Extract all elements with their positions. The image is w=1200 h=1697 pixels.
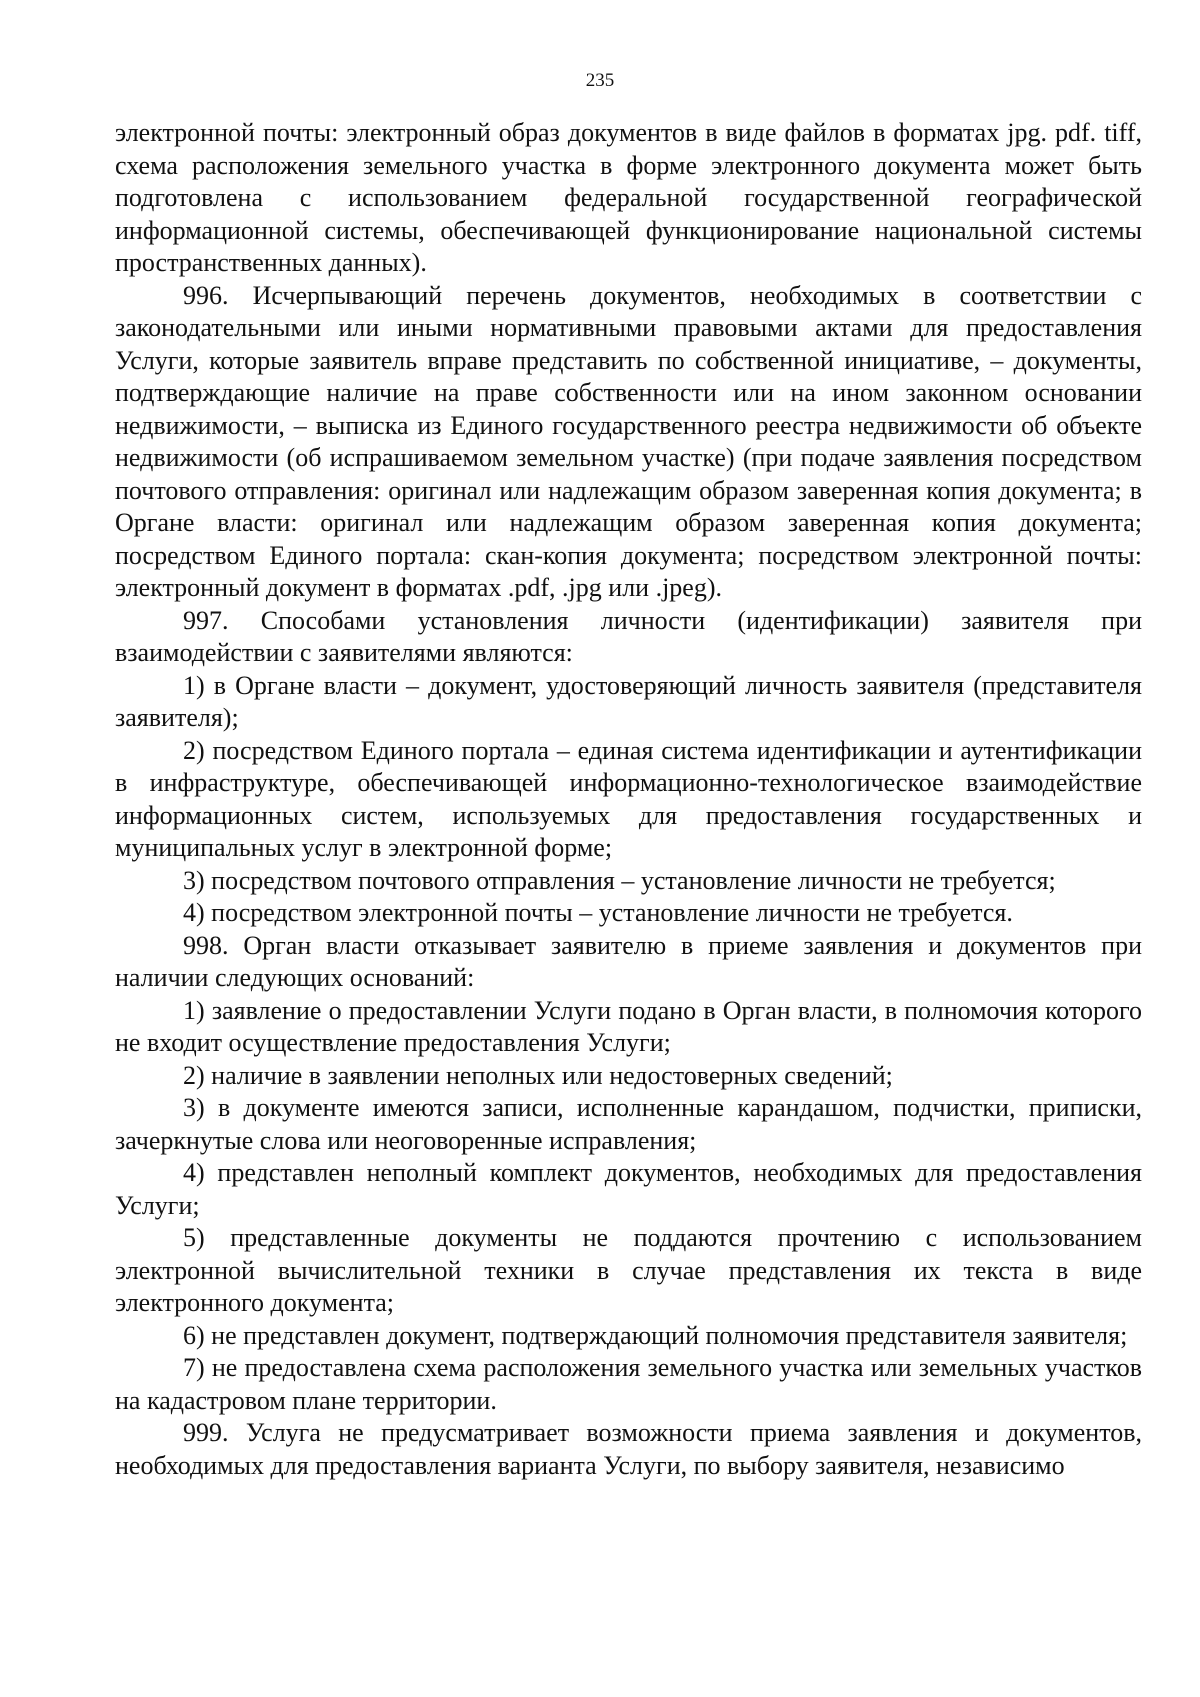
list-item-998-6 (115, 1320, 1142, 1353)
list-item-997-4 (115, 897, 1142, 930)
paragraph-number: 999. (183, 1418, 229, 1447)
list-item-text: посредством электронной почты – установление личности не требуется. (211, 898, 1013, 927)
list-item-number: 2) (183, 735, 205, 765)
list-item-text: наличие в заявлении неполных или недостоверных сведений; (211, 1060, 893, 1090)
paragraph-996 (115, 280, 1142, 605)
paragraph-text: Исчерпывающий перечень документов, необходимых в соответствии с законодательными или иными нормативными правовыми актами для предоставления Услуги, которые заявитель вправе представить по собственной инициативе, – документы, подтверждающие наличие на праве собственности или на ином законном основании недвижимости, – выписка из Единого государственного реестра недвижимости об объекте недвижимости (об испрашиваемом земельном участке) (при подаче заявления посредством почтового отправления: оригинал или надлежащим образом заверенная копия документа; в Органе власти: оригинал или надлежащим образом заверенная копия документа; посредством Единого портала: скан-копия документа; посредством электронной почты: электронный документ в форматах .pdf, .jpg или .jpeg). (115, 280, 1143, 602)
list-item-998-4 (115, 1157, 1142, 1222)
paragraph-continuation (115, 117, 1142, 280)
list-item-number: 6) (183, 1320, 205, 1350)
paragraph-998 (115, 930, 1142, 995)
paragraph-number: 998. (183, 930, 229, 960)
page-number: 235 (585, 70, 615, 91)
list-item-number: 5) (183, 1223, 205, 1252)
list-item-997-1 (115, 670, 1142, 735)
list-item-number: 1) (183, 995, 205, 1025)
list-item-998-2 (115, 1060, 1142, 1093)
paragraph-text: электронной почты: электронный образ документов в виде файлов в форматах jpg. pdf. tiff, схема расположения земельного участка в форме электронного документа может быть подготовлена с использованием федеральной государственной географической информационной системы, обеспечивающей функционирование национальной системы пространственных данных). (115, 118, 1142, 277)
paragraph-text: Орган власти отказывает заявителю в приеме заявления и документов при наличии следующих оснований: (115, 930, 1142, 992)
paragraph-number: 996. (183, 280, 229, 310)
list-item-997-3 (115, 865, 1142, 898)
list-item-number: 3) (183, 1093, 205, 1122)
list-item-number: 2) (183, 1060, 205, 1090)
list-item-number: 1) (183, 670, 205, 700)
list-item-number: 4) (183, 1158, 205, 1187)
paragraph-text: Услуга не предусматривает возможности приема заявления и документов, необходимых для предоставления варианта Услуги, по выбору заявителя, независимо (115, 1418, 1142, 1480)
list-item-998-7 (115, 1352, 1142, 1417)
list-item-number: 7) (183, 1353, 205, 1382)
list-item-text: в Органе власти – документ, удостоверяющий личность заявителя (представителя заявителя); (115, 670, 1143, 732)
list-item-998-1 (115, 995, 1142, 1060)
paragraph-999 (115, 1417, 1142, 1482)
list-item-text: посредством Единого портала – единая система идентификации и аутентификации в инфраструктуре, обеспечивающей информационно-технологическое взаимодействие информационных систем, используемых для предоставления государственных и муниципальных услуг в электронной форме; (115, 735, 1143, 862)
list-item-998-5 (115, 1222, 1142, 1320)
list-item-text: в документе имеются записи, исполненные карандашом, подчистки, приписки, зачеркнутые слова или неоговоренные исправления; (115, 1093, 1143, 1155)
paragraph-number: 997. (183, 605, 229, 635)
list-item-number: 4) (183, 898, 205, 927)
list-item-text: представлен неполный комплект документов, необходимых для предоставления Услуги; (115, 1158, 1143, 1220)
list-item-text: заявление о предоставлении Услуги подано в Орган власти, в полномочия которого не входит осуществление предоставления Услуги; (115, 995, 1142, 1057)
list-item-text: посредством почтового отправления – установление личности не требуется; (211, 865, 1056, 895)
list-item-997-2 (115, 735, 1142, 865)
list-item-text: не представлен документ, подтверждающий полномочия представителя заявителя; (211, 1320, 1128, 1350)
list-item-number: 3) (183, 865, 205, 895)
paragraph-997 (115, 605, 1142, 670)
list-item-text: не предоставлена схема расположения земельного участка или земельных участков на кадастровом плане территории. (115, 1353, 1143, 1415)
list-item-998-3 (115, 1092, 1142, 1157)
document-body (115, 117, 1142, 1482)
list-item-text: представленные документы не поддаются прочтению с использованием электронной вычислительной техники в случае представления их текста в виде электронного документа; (115, 1223, 1142, 1317)
paragraph-text: Способами установления личности (идентификации) заявителя при взаимодействии с заявителями являются: (115, 605, 1142, 667)
